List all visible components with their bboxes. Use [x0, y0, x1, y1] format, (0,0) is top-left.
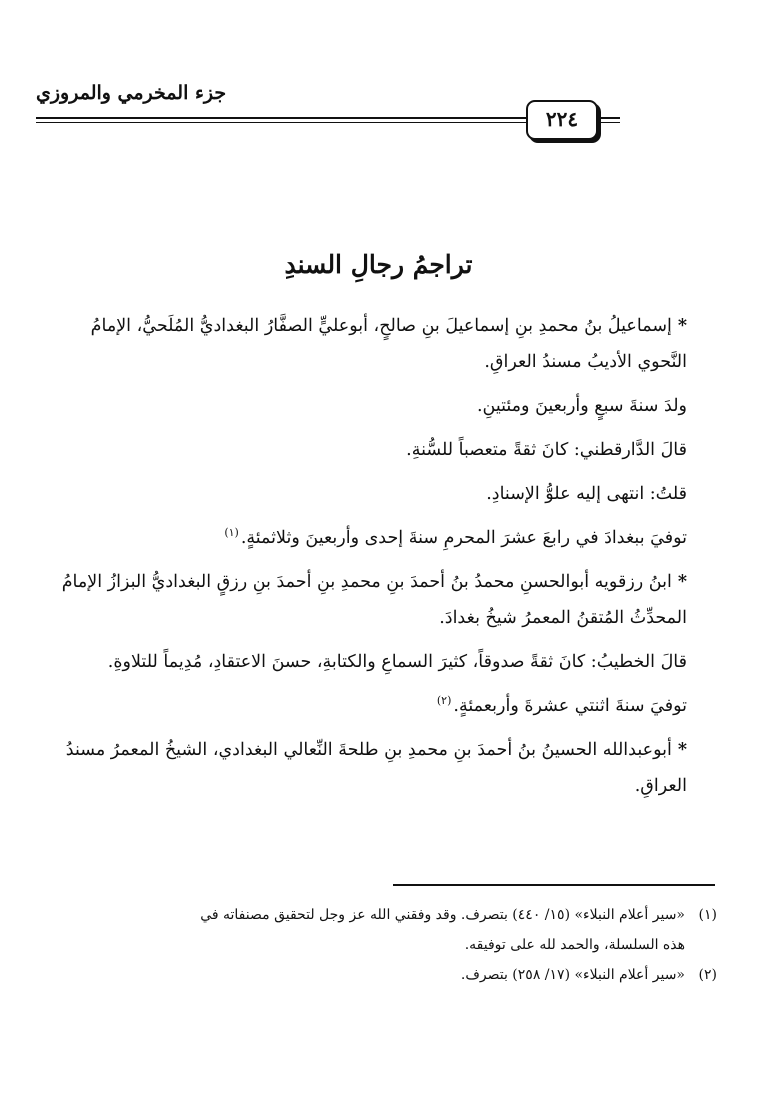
paragraph-death — [40, 688, 717, 724]
section-title: تراجمُ رجالِ السندِ — [284, 250, 473, 279]
page-number-frame — [526, 100, 598, 140]
paragraph-text: قالَ الدَّارقطني: كانَ ثقةً متعصباً للسُّنةِ. — [406, 440, 687, 460]
footnote-reference[interactable]: (١) — [224, 526, 239, 540]
footnote-separator — [393, 884, 715, 886]
paragraph-text: إسماعيلُ بنُ محمدِ بنِ إسماعيلَ بنِ صالحٍ، أبوعليٍّ الصفَّارُ البغداديُّ المُلَحيُّ، الإمامُ النَّحوي الأديبُ مسندُ العراقِ. — [90, 316, 687, 372]
paragraph-note — [40, 476, 717, 512]
footnote-item — [40, 900, 717, 930]
footnote-text: «سير أعلام النبلاء» (١٥/ ٤٤٠) بتصرف. وقد وفقني الله عز وجل لتحقيق مصنفاته في — [200, 907, 685, 923]
paragraph-text: قالَ الخطيبُ: كانَ ثقةً صدوقاً، كثيرَ السماعِ والكتابةِ، حسنَ الاعتقادِ، مُدِيماً للتلاوةِ. — [107, 652, 687, 672]
footnote-text: «سير أعلام النبلاء» (١٧/ ٢٥٨) بتصرف. — [460, 967, 685, 983]
footnote-item — [40, 960, 717, 990]
paragraph-entry-2 — [40, 564, 717, 636]
entry-star-marker: * — [677, 572, 687, 592]
paragraph-birth — [40, 388, 717, 424]
entry-star-marker: * — [677, 740, 687, 760]
paragraph-entry-3 — [40, 732, 717, 804]
footnote-number: (٢) — [698, 967, 717, 983]
header-rule-tail — [598, 117, 620, 123]
footnote-reference[interactable]: (٢) — [436, 694, 452, 708]
paragraph-quote — [40, 644, 717, 680]
paragraph-text: ابنُ رزقويه أبوالحسنِ محمدُ بنُ أحمدَ بنِ محمدِ بنِ أحمدَ بنِ رزقٍ البغداديُّ البزازُ الإمامُ المحدِّثُ المُتقنُ المعمرُ شيخُ بغدادَ. — [61, 572, 687, 628]
footnote-continuation: هذه السلسلة، والحمد لله على توفيقه. — [464, 937, 685, 953]
paragraph-death — [40, 520, 717, 556]
paragraph-entry-1 — [40, 308, 717, 380]
footnote-number: (١) — [698, 907, 717, 923]
paragraph-quote — [40, 432, 717, 468]
paragraph-text: توفيَ سنةَ اثنتي عشرةَ وأربعمئةٍ. — [453, 696, 687, 716]
entry-star-marker: * — [677, 316, 687, 336]
paragraph-text: توفيَ ببغدادَ في رابعَ عشرَ المحرمِ سنةَ إحدى وأربعينَ وثلاثمئةٍ. — [240, 528, 687, 548]
footnotes — [40, 900, 717, 990]
paragraph-text: أبوعبدالله الحسينُ بنُ أحمدَ بنِ محمدِ بنِ طلحةَ النِّعالي البغدادي، الشيخُ المعمرُ مسندُ العراقِ. — [65, 740, 687, 796]
running-header-title: جزء المخرمي والمروزي — [36, 82, 227, 104]
body-text — [40, 308, 717, 812]
page-number: ٢٢٤ — [545, 107, 579, 131]
paragraph-text: ولدَ سنةَ سبعٍ وأربعينَ ومئتينِ. — [476, 396, 687, 416]
paragraph-text: قلتُ: انتهى إليه علوُّ الإسنادِ. — [486, 484, 687, 504]
